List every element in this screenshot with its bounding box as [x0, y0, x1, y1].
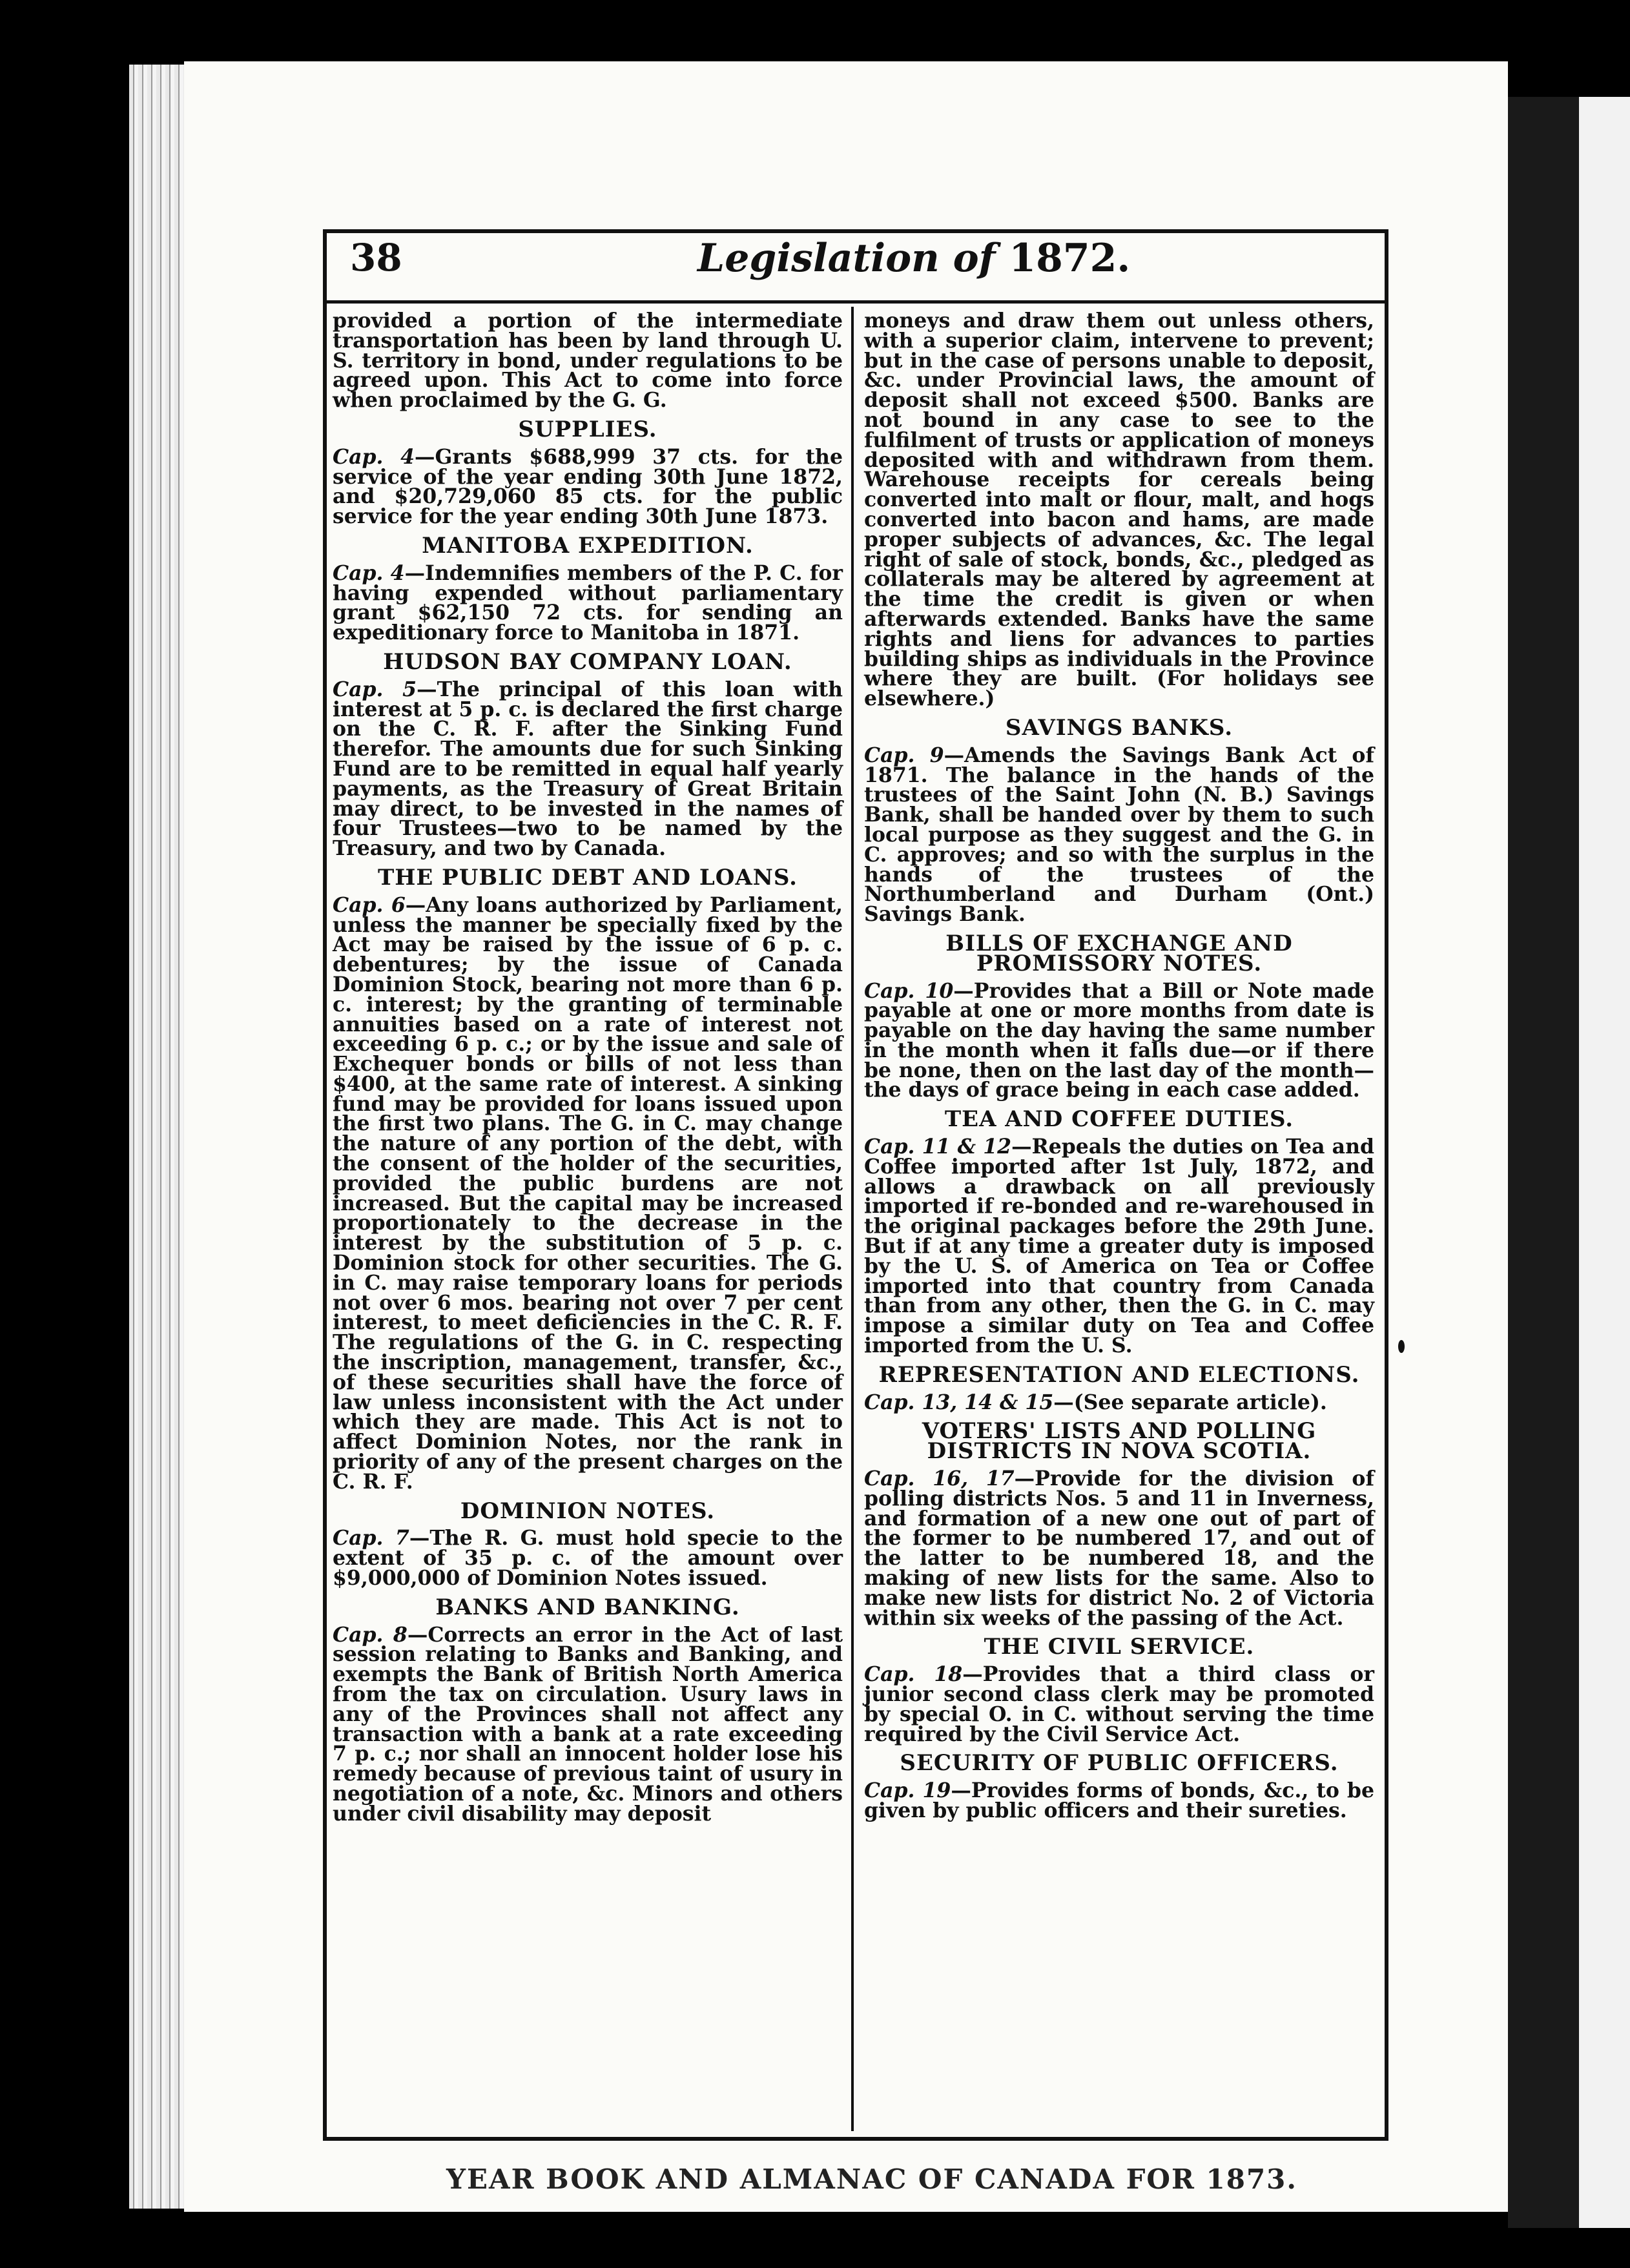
section-heading: THE PUBLIC DEBT AND LOANS.: [377, 864, 798, 891]
running-head-of: of: [953, 236, 996, 281]
paragraph-text: —Amends the Savings Bank Act of 1871. The balance in the hands of the trustees of the Saint John (N. B.) Savings Bank, shall be handed over by them to such local purpose as they suggest and the G. in C. approves; and so with the surplus in the hands of the trustees of the Northumberland and Durham (Ont.) Savings Bank.: [864, 743, 1374, 927]
paragraph-text: —The principal of this loan with interest at 5 p. c. is declared the first charge on the C. R. F. after the Sinking Fund therefor. The amounts due for such Sinking Fund are to be remitted in equal half yearly payments, as the Treasury of Great Britain may direct, to be invested in the names of four Trustees—two to be named by the Treasury, and two by Canada.: [333, 677, 843, 861]
paragraph-text: —Provide for the division of polling districts Nos. 5 and 11 in Inverness, and formation of a new one out of part of the former to be numbered 17, and out of the latter to be numbered 18, and the making of new lists for the same. Also to make new lists for district No. 2 of Victoria within six weeks of the passing of the Act.: [864, 1467, 1374, 1630]
section-heading: VOTERS' LISTS AND POLLING DISTRICTS IN NOVA SCOTIA.: [922, 1418, 1317, 1465]
paragraph-text: —(See separate article).: [1053, 1390, 1327, 1414]
paragraph: [333, 444, 843, 529]
section-heading: REPRESENTATION AND ELECTIONS.: [878, 1361, 1360, 1388]
chapter-ref: Cap. 5: [333, 677, 417, 701]
running-head-title: Legislation: [697, 236, 940, 281]
paragraph: [864, 743, 1374, 927]
page-number: 38: [350, 236, 402, 280]
section-heading: SUPPLIES.: [518, 416, 657, 442]
paragraph: [864, 1137, 1374, 1356]
left-column: [333, 311, 843, 1831]
paragraph: [864, 311, 1374, 709]
chapter-ref: Cap. 8: [333, 1622, 408, 1647]
paragraph-text: —Provides that a third class or junior second class clerk may be promoted by special O. in C. without serving the time required by the Civil Service Act.: [864, 1662, 1374, 1746]
chapter-ref: Cap. 9: [864, 743, 944, 767]
chapter-ref: Cap. 19: [864, 1778, 951, 1803]
paragraph: [333, 677, 843, 861]
paragraph: [864, 1469, 1374, 1628]
page-footer: YEAR BOOK AND ALMANAC OF CANADA FOR 1873.: [446, 2163, 1298, 2195]
book-page-edges: [129, 65, 187, 2209]
paragraph-text: —Corrects an error in the Act of last session relating to Banks and Banking, and exempts the Bank of British North America from the tax on circulation. Usury laws in any of the Provinces shall not affect any transaction with a bank at a rate exceeding 7 p. c.; nor shall an innocent holder lose his remedy because of previous taint of usury in negotiation of a note, &c. Minors and others under civil disability may deposit: [333, 1622, 843, 1826]
chapter-ref: Cap. 16, 17: [864, 1467, 1015, 1491]
paragraph-text: —Any loans authorized by Parliament, unless the manner be specially fixed by the Act may be raised by the issue of 6 p. c. debentures; by the issue of Canada Dominion Stock, bearing not more than 6 p. c. interest; by the granting of terminable annuities based on a rate of interest not exceeding 6 p. c.; or by the issue and sale of Exchequer bonds or bills of not less than $400, at the same rate of interest. A sinking fund may be provided for loans issued upon the first two plans. The G. in C. may change the nature of any portion of the debt, with the consent of the holder of the securities, provided the public burdens are not increased. But the capital may be increased proportionately to the decrease in the interest by the substitution of 5 p. c. Dominion stock for other securities. The G. in C. may raise temporary loans for periods not over 6 mos. bearing not over 7 per cent interest, to meet deficiencies in the C. R. F. The regulations of the G. in C. respecting the inscription, management, transfer, &c., of these securities shall have the force of law unless inconsistent with the Act under which they are made. This Act is not to affect Dominion Notes, nor the rank in priority of any of the present charges on the C. R. F.: [333, 892, 843, 1494]
column-divider: [851, 307, 854, 2131]
running-head-year: 1872.: [1009, 236, 1131, 281]
running-head: [697, 236, 1130, 281]
chapter-ref: Cap. 4: [333, 561, 405, 585]
paragraph-text: provided a portion of the intermediate transportation has been by land through U. S. territory in bond, under regulations to be agreed upon. This Act to come into force when proclaimed by the G. G.: [333, 309, 843, 413]
section-heading: HUDSON BAY COMPANY LOAN.: [383, 648, 792, 675]
chapter-ref: Cap. 13, 14 & 15: [864, 1390, 1054, 1414]
paragraph-text: —Repeals the duties on Tea and Coffee imported after 1st July, 1872, and allows a drawback on all previously imported if re-bonded and re-warehoused in the original packages before the 29th June. But if at any time a greater duty is imposed by the U. S. of America on Tea or Coffee imported into that country from Canada than from any other, then the G. in C. may impose a similar duty on Tea and Coffee imported from the U. S.: [864, 1135, 1374, 1358]
ink-speck: [1398, 1340, 1405, 1353]
paragraph: [864, 978, 1374, 1102]
facing-page-strip: [1508, 97, 1630, 2228]
section-heading: DOMINION NOTES.: [460, 1498, 716, 1524]
paragraph-text: —The R. G. must hold specie to the extent of 35 p. c. of the amount over $9,000,000 of Dominion Notes issued.: [333, 1526, 843, 1591]
paragraph-text: moneys and draw them out unless others, with a superior claim, intervene to prevent; but in the case of persons unable to deposit, &c. under Provincial laws, the amount of deposit shall not exceed $500. Banks are not bound in any case to see to the fulfilment of trusts or application of moneys deposited with and withdrawn from them. Warehouse receipts for cereals being converted into malt or flour, malt, and hogs converted into bacon and hams, are made proper subjects of advances, &c. The legal right of sale of stock, bonds, &c., pledged as collaterals may be altered by agreement at the time the credit is given or when afterwards extended. Banks have the same rights and liens for advances to parties building ships as individuals in the Province where they are built. (For holidays see elsewhere.): [864, 309, 1374, 711]
paragraph-text: —Grants $688,999 37 cts. for the service of the year ending 30th June 1872, and $20,729,060 85 cts. for the public service for the year ending 30th June 1873.: [333, 444, 843, 529]
paragraph: [864, 1778, 1374, 1822]
chapter-ref: Cap. 11 & 12: [864, 1135, 1012, 1159]
header-rule: [323, 300, 1388, 304]
section-heading: BILLS OF EXCHANGE AND PROMISSORY NOTES.: [945, 930, 1293, 976]
paragraph: [864, 1390, 1374, 1414]
paragraph: [864, 1662, 1374, 1746]
section-heading: BANKS AND BANKING.: [435, 1594, 740, 1620]
chapter-ref: Cap. 6: [333, 892, 406, 917]
chapter-ref: Cap. 18: [864, 1662, 963, 1687]
section-heading: MANITOBA EXPEDITION.: [422, 532, 754, 559]
paragraph: [333, 561, 843, 645]
section-heading: THE CIVIL SERVICE.: [984, 1634, 1255, 1660]
right-column: [864, 311, 1374, 1828]
chapter-ref: Cap. 7: [333, 1526, 409, 1551]
section-heading: SAVINGS BANKS.: [1005, 714, 1233, 741]
section-heading: TEA AND COFFEE DUTIES.: [944, 1106, 1294, 1133]
chapter-ref: Cap. 4: [333, 444, 415, 469]
paragraph: [333, 311, 843, 411]
section-heading: SECURITY OF PUBLIC OFFICERS.: [900, 1750, 1339, 1777]
paragraph-text: —Indemnifies members of the P. C. for having expended without parliamentary grant $62,150 72 cts. for sending an expeditionary force to Manitoba in 1871.: [333, 561, 843, 645]
paragraph: [333, 892, 843, 1494]
paragraph-text: —Provides forms of bonds, &c., to be given by public officers and their sureties.: [864, 1778, 1374, 1822]
paragraph: [333, 1526, 843, 1591]
chapter-ref: Cap. 10: [864, 978, 954, 1003]
paragraph: [333, 1622, 843, 1826]
paragraph-text: —Provides that a Bill or Note made payable at one or more months from date is payable on the day having the same number in the month when it falls due—or if there be none, then on the last day of the month—the days of grace being in each case added.: [864, 978, 1374, 1102]
